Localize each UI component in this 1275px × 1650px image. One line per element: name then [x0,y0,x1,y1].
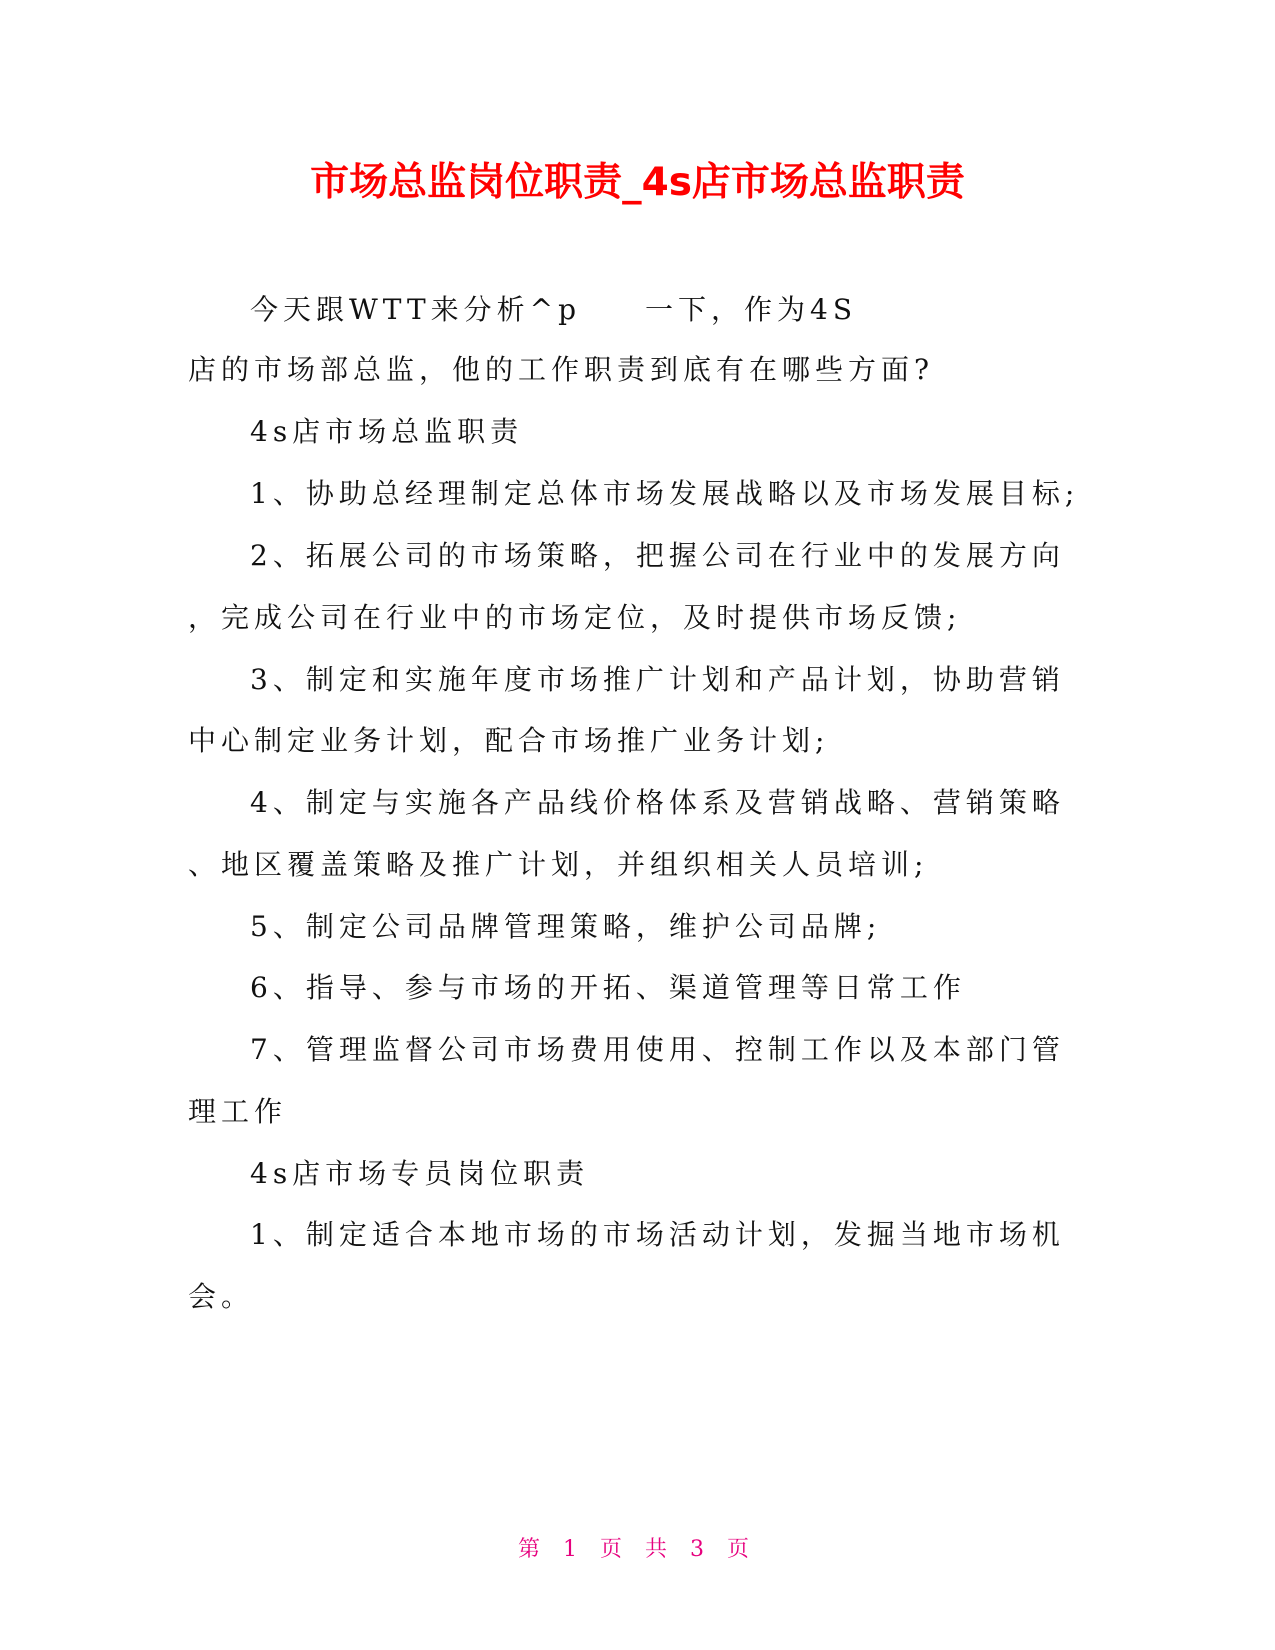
duty-item-5: 5、制定公司品牌管理策略，维护公司品牌; [250,910,882,943]
page-number-footer: 第 1 页 共 3 页 [518,1537,757,1562]
section-1-heading: 4s店市场总监职责 [250,415,524,448]
duty-item-4-line-2: 、地区覆盖策略及推广计划，并组织相关人员培训; [188,848,929,881]
intro-line-1-part-2: 一下，作为4S [645,293,858,326]
duty-item-7-line-2: 理工作 [188,1095,288,1128]
section-2-heading: 4s店市场专员岗位职责 [250,1157,590,1190]
duty-item-2-line-2: ，完成公司在行业中的市场定位，及时提供市场反馈; [188,601,962,634]
duty-item-7-line-1: 7、管理监督公司市场费用使用、控制工作以及本部门管 [250,1033,1065,1066]
duty-item-1: 1、协助总经理制定总体市场发展战略以及市场发展目标; [250,477,1080,510]
duty-item-3-line-2: 中心制定业务计划，配合市场推广业务计划; [188,724,830,757]
document-title: 市场总监岗位职责_4s店市场总监职责 [310,160,965,205]
duty-item-4-line-1: 4、制定与实施各产品线价格体系及营销战略、营销策略 [250,786,1065,819]
duty-item-6: 6、指导、参与市场的开拓、渠道管理等日常工作 [250,971,966,1004]
specialist-item-1-line-2: 会。 [188,1280,255,1313]
intro-line-2: 店的市场部总监，他的工作职责到底有在哪些方面? [188,353,935,386]
duty-item-2-line-1: 2、拓展公司的市场策略，把握公司在行业中的发展方向 [250,539,1065,572]
specialist-item-1-line-1: 1、制定适合本地市场的市场活动计划，发掘当地市场机 [250,1218,1065,1251]
duty-item-3-line-1: 3、制定和实施年度市场推广计划和产品计划，协助营销 [250,663,1065,696]
intro-line-1 [250,290,1150,330]
intro-line-1-part-1: 今天跟WTT来分析^p [250,293,582,326]
